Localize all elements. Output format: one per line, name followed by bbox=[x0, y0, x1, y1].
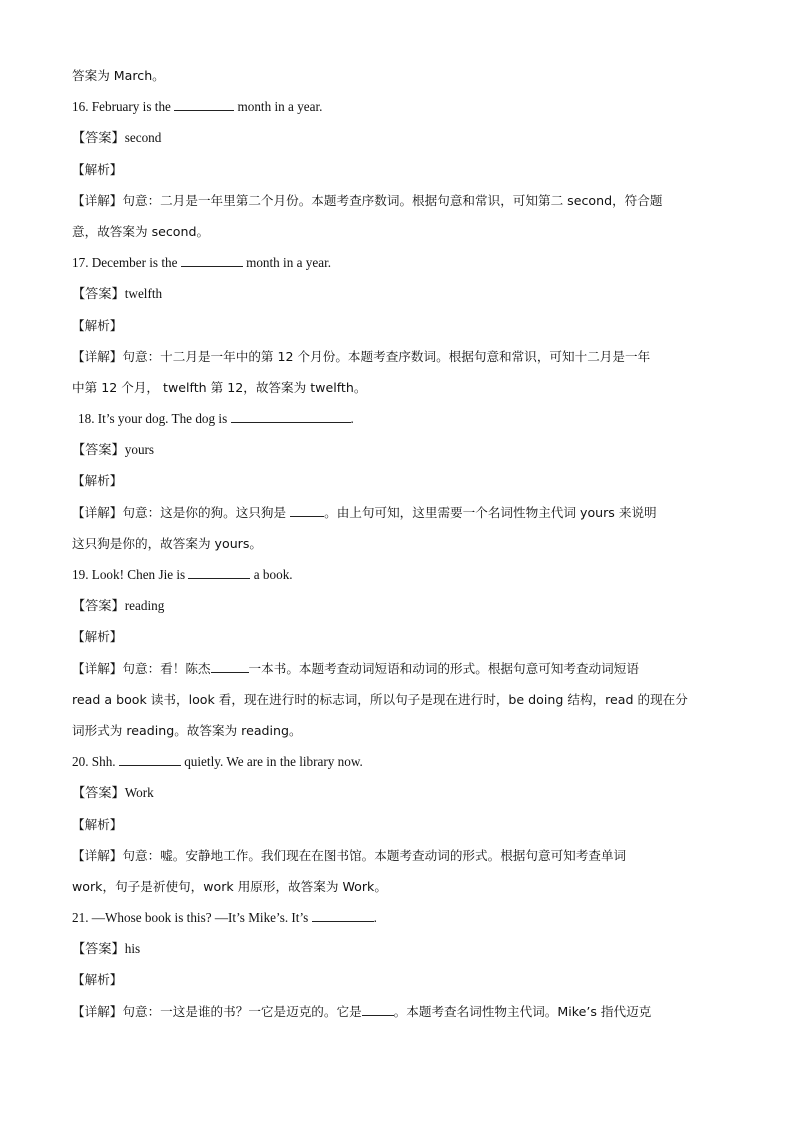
answer-blank bbox=[362, 1001, 394, 1016]
text-segment: 16. February is the bbox=[72, 99, 175, 115]
prev-answer-line bbox=[72, 64, 720, 95]
answer-blank bbox=[188, 564, 250, 579]
text-segment: 【答案】 bbox=[72, 942, 125, 958]
explanation-18-line-1 bbox=[72, 501, 720, 532]
text-segment: 【详解】句意：嘘。安静地工作。我们现在在图书馆。本题考查动词的形式。根据句意可知考查单词 bbox=[72, 847, 627, 863]
document-body bbox=[72, 64, 720, 1031]
text-segment: yours bbox=[124, 442, 155, 458]
answer-blank bbox=[211, 658, 249, 673]
text-segment: 【详解】句意：这是你的狗。这只狗是 bbox=[72, 504, 291, 520]
text-segment: . bbox=[350, 411, 354, 427]
text-segment: a book. bbox=[250, 567, 293, 582]
text-segment: 18. It’s your dog. The dog is bbox=[78, 411, 231, 427]
text-segment: 。本题考查名词性物主代词。Mike’s 指代迈克 bbox=[393, 1003, 652, 1019]
answer-blank bbox=[290, 502, 324, 517]
text-segment: 这只狗是你的，故答案为 yours。 bbox=[72, 535, 263, 551]
text-segment: 【解析】 bbox=[72, 816, 123, 832]
question-20 bbox=[72, 750, 720, 781]
text-segment: 【详解】句意：看！陈杰 bbox=[72, 660, 211, 676]
explanation-19-line-1 bbox=[72, 657, 720, 688]
text-segment: 中第 12 个月， twelfth 第 12，故答案为 twelfth。 bbox=[72, 379, 367, 395]
text-segment: 【解析】 bbox=[72, 473, 123, 489]
explanation-17-line-2 bbox=[72, 376, 720, 407]
text-segment: month in a year. bbox=[234, 99, 323, 115]
text-segment: Work bbox=[124, 785, 154, 801]
explanation-19-line-2 bbox=[72, 688, 720, 719]
analysis-20-heading bbox=[72, 813, 720, 844]
explanation-18-line-2 bbox=[72, 532, 720, 563]
answer-17 bbox=[72, 282, 720, 313]
answer-blank bbox=[231, 408, 351, 423]
text-segment: his bbox=[124, 941, 141, 957]
text-segment: 【答案】 bbox=[72, 599, 125, 615]
analysis-21-heading bbox=[72, 968, 720, 999]
analysis-19-heading bbox=[72, 625, 720, 656]
text-segment: 21. —Whose book is this? —It’s Mike’s. It’s bbox=[72, 910, 312, 926]
text-segment: reading bbox=[124, 598, 165, 614]
text-segment: 【答案】 bbox=[72, 443, 125, 459]
analysis-17-heading bbox=[72, 314, 720, 345]
answer-blank bbox=[174, 96, 234, 111]
text-segment: 【答案】 bbox=[72, 287, 125, 303]
explanation-20-line-1 bbox=[72, 844, 720, 875]
text-segment: 【解析】 bbox=[72, 972, 123, 988]
explanation-16-line-1 bbox=[72, 189, 720, 220]
answer-blank bbox=[119, 751, 181, 766]
text-segment: month in a year. bbox=[242, 255, 332, 271]
text-segment: 词形式为 reading。故答案为 reading。 bbox=[72, 722, 302, 738]
answer-18 bbox=[72, 438, 720, 469]
answer-20 bbox=[72, 781, 720, 812]
text-segment: 【答案】 bbox=[72, 131, 125, 147]
explanation-16-line-2 bbox=[72, 220, 720, 251]
text-segment: 【解析】 bbox=[72, 629, 123, 645]
text-segment: 19. Look! Chen Jie is bbox=[72, 567, 189, 582]
question-18 bbox=[72, 407, 720, 438]
answer-blank bbox=[181, 252, 243, 267]
text-segment: read a book 读书，look 看，现在进行时的标志词，所以句子是现在进行时，be doing 结构，read 的现在分 bbox=[72, 691, 688, 707]
question-21 bbox=[72, 906, 720, 937]
text-segment: 【详解】句意：二月是一年里第二个月份。本题考查序数词。根据句意和常识，可知第二 second，符合题 bbox=[72, 192, 663, 208]
text-segment: 【解析】 bbox=[72, 161, 123, 177]
text-segment: 20. Shh. bbox=[72, 754, 119, 770]
text-segment: 。由上句可知，这里需要一个名词性物主代词 yours 来说明 bbox=[324, 504, 657, 520]
analysis-18-heading bbox=[72, 469, 720, 500]
answer-21 bbox=[72, 937, 720, 968]
text-segment: 【详解】句意：十二月是一年中的第 12 个月份。本题考查序数词。根据句意和常识，可知十二月是一年 bbox=[72, 348, 651, 364]
answer-16 bbox=[72, 126, 720, 157]
analysis-16-heading bbox=[72, 158, 720, 189]
text-segment: 【答案】 bbox=[72, 786, 125, 802]
question-17 bbox=[72, 251, 720, 282]
answer-blank bbox=[312, 907, 374, 922]
explanation-20-line-2 bbox=[72, 875, 720, 906]
text-segment: twelfth bbox=[124, 286, 163, 302]
text-segment: 【详解】句意：一这是谁的书？一它是迈克的。它是 bbox=[72, 1003, 362, 1019]
answer-19 bbox=[72, 594, 720, 625]
text-segment: 答案为 March。 bbox=[72, 68, 165, 83]
explanation-19-line-3 bbox=[72, 719, 720, 750]
text-segment: . bbox=[373, 910, 377, 926]
text-segment: 【解析】 bbox=[72, 317, 123, 333]
question-16 bbox=[72, 95, 720, 126]
explanation-21-line-1 bbox=[72, 1000, 720, 1031]
text-segment: work，句子是祈使句，work 用原形，故答案为 Work。 bbox=[72, 878, 387, 894]
text-segment: 意，故答案为 second。 bbox=[72, 223, 210, 239]
explanation-17-line-1 bbox=[72, 345, 720, 376]
text-segment: quietly. We are in the library now. bbox=[180, 754, 363, 770]
text-segment: second bbox=[124, 130, 162, 146]
question-19 bbox=[72, 563, 720, 594]
text-segment: 一本书。本题考查动词短语和动词的形式。根据句意可知考查动词短语 bbox=[248, 660, 639, 676]
text-segment: 17. December is the bbox=[72, 255, 181, 271]
